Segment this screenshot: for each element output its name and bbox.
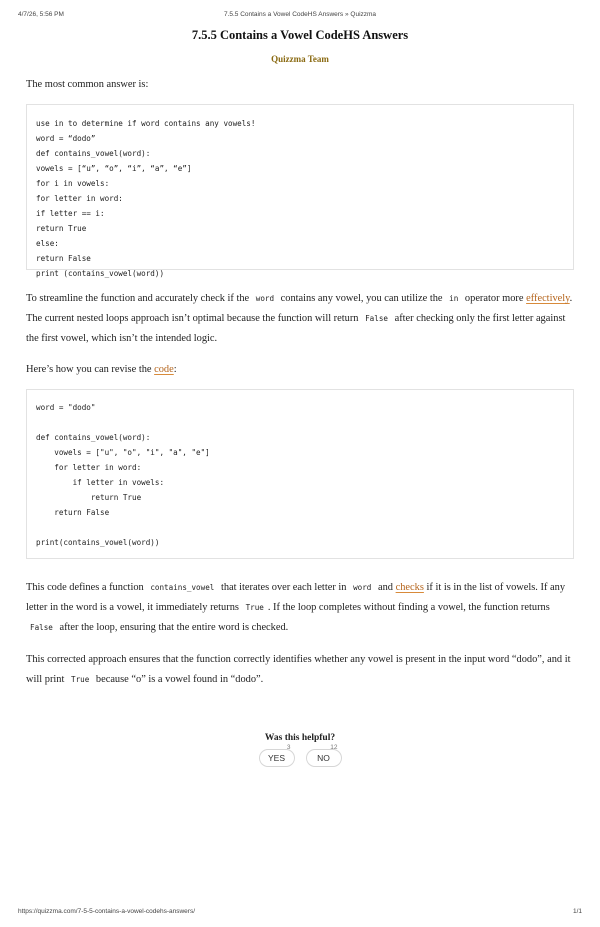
code-block-answer	[26, 104, 574, 278]
code-line: if letter == i:	[36, 209, 105, 218]
text-run: This corrected approach ensures that the function correctly identifies whether any vowel is present in the input word “dodo”, and it will print	[26, 654, 571, 685]
feedback-question: Was this helpful?	[264, 733, 336, 743]
intro-text: The most common answer is:	[26, 79, 149, 90]
article	[26, 27, 574, 690]
text-run: :	[173, 364, 177, 375]
text-run: To streamline the function and accurately check if the	[26, 293, 250, 304]
yes-button[interactable]	[259, 744, 295, 767]
yes-label: YES	[267, 753, 285, 763]
code-line: return False	[36, 508, 110, 517]
code-line: word = "dodo"	[36, 403, 96, 412]
code-line: word = “dodo”	[36, 134, 96, 143]
code-block-revised	[26, 389, 574, 559]
code-line: if letter in vowels:	[36, 478, 165, 487]
explanation-paragraph	[26, 289, 574, 349]
article-author[interactable]: Quizzma Team	[271, 54, 329, 64]
code-line: print (contains_vowel(word))	[36, 269, 165, 278]
conclusion-paragraph	[26, 650, 574, 690]
text-run: Here’s how you can revise the	[26, 364, 152, 375]
no-button[interactable]	[306, 744, 342, 767]
inline-code: False	[30, 623, 53, 632]
no-label: NO	[317, 753, 330, 763]
text-run: . If the loop completes without finding a vowel, the function returns	[267, 602, 550, 613]
inline-code: contains_vowel	[150, 583, 215, 592]
code-line: def contains_vowel(word):	[36, 433, 151, 442]
inline-code: word	[353, 583, 372, 592]
print-page-title: 7.5.5 Contains a Vowel CodeHS Answers » Quizzma	[223, 11, 377, 18]
text-run: contains any vowel, you can utilize the	[280, 293, 443, 304]
no-count: 12	[330, 744, 338, 751]
text-run: if it is in the list of vowels. If any letter in the word is a vowel, it immediately returns	[26, 582, 566, 613]
effectively-link[interactable]: effectively	[526, 293, 570, 304]
code-line: return True	[36, 224, 87, 233]
feedback-widget	[0, 732, 600, 767]
text-run: that iterates over each letter in	[220, 582, 347, 593]
code-link[interactable]: code	[154, 364, 174, 375]
function-description-paragraph	[26, 578, 574, 638]
print-url: https://quizzma.com/7-5-5-contains-a-vowel-codehs-answers/	[18, 908, 196, 915]
code-line: def contains_vowel(word):	[36, 149, 151, 158]
text-run: This code defines a function	[26, 582, 144, 593]
print-date: 4/7/26, 5:56 PM	[18, 11, 64, 18]
text-run: after checking only the first letter against the first vowel, which isn’t the intended logic.	[26, 313, 566, 344]
inline-code: False	[365, 314, 388, 323]
code-line: vowels = [“u”, “o”, “i”, “a”, “e”]	[36, 164, 192, 173]
checks-link[interactable]: checks	[395, 582, 424, 593]
code-line: return True	[36, 493, 142, 502]
code-line	[36, 415, 564, 430]
code-line: for i in vowels:	[36, 179, 110, 188]
text-run: operator more	[464, 293, 524, 304]
inline-code: True	[245, 603, 264, 612]
code-line: else:	[36, 239, 59, 248]
code-line: vowels = ["u", "o", "i", "a", "e"]	[36, 448, 210, 457]
code-line: use in to determine if word contains any vowels!	[36, 119, 256, 128]
inline-code: True	[71, 675, 90, 684]
text-run: . The current nested loops approach isn’t optimal because the function will return	[26, 293, 573, 324]
code-line: for letter in word:	[36, 194, 123, 203]
text-run: and	[377, 582, 393, 593]
code-line	[36, 520, 564, 535]
inline-code: in	[449, 294, 459, 303]
text-run: after the loop, ensuring that the entire word is checked.	[59, 622, 289, 633]
revise-paragraph	[26, 360, 574, 380]
print-page-number: 1/1	[572, 908, 582, 915]
feedback-buttons	[0, 744, 600, 767]
article-title: 7.5.5 Contains a Vowel CodeHS Answers	[191, 28, 409, 42]
yes-count: 3	[286, 744, 291, 751]
text-run: because “o” is a vowel found in “dodo”.	[95, 674, 264, 685]
code-line: print(contains_vowel(word))	[36, 538, 160, 547]
code-line: for letter in word:	[36, 463, 142, 472]
inline-code: word	[255, 294, 275, 303]
code-line: return False	[36, 254, 91, 263]
